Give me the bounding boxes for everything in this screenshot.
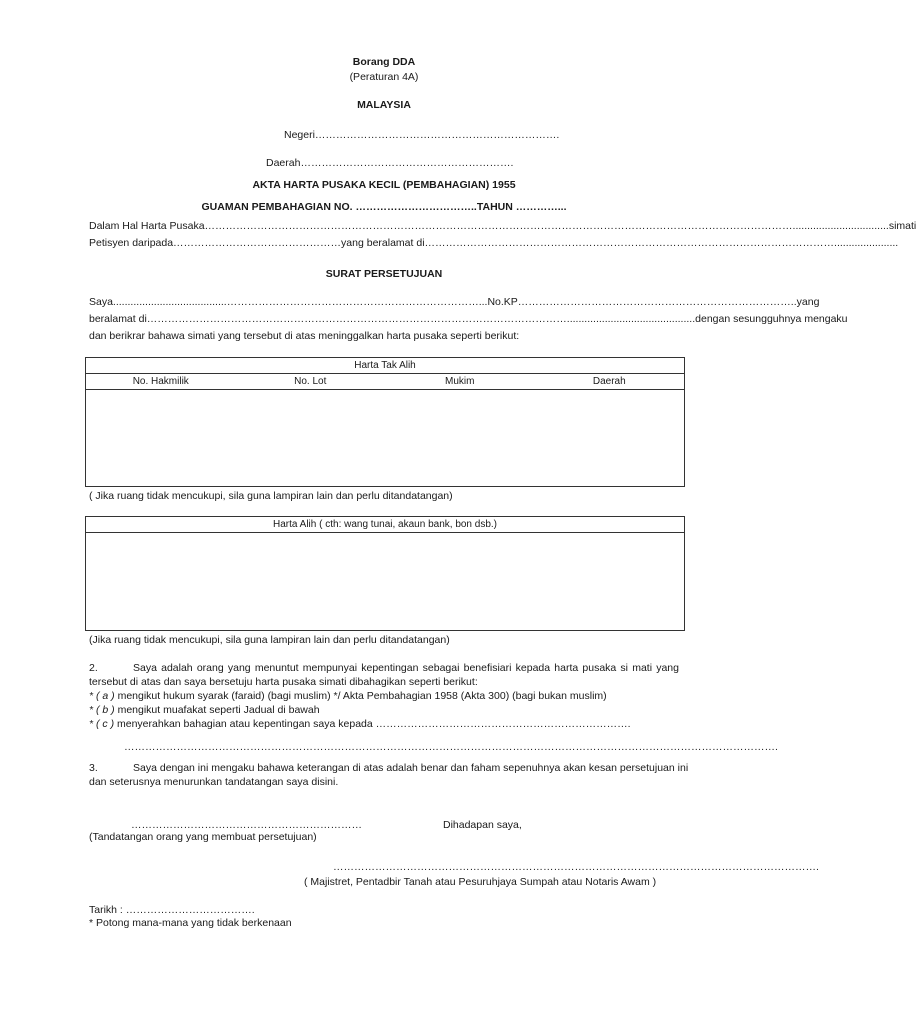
col-header-daerah: Daerah bbox=[592, 376, 626, 387]
option-c-continuation: ……………………………………………………………………………………………………………………………………………………………………. bbox=[124, 741, 778, 753]
movable-property-table bbox=[85, 516, 685, 631]
petition-line: Petisyen daripada…………………………………………yang beralamat di………………………………………………………………………………………………………...................... bbox=[89, 237, 899, 249]
option-c bbox=[89, 717, 679, 731]
col-header-hakmilik: No. Hakmilik bbox=[132, 376, 189, 387]
immovable-property-table bbox=[85, 357, 685, 487]
option-a bbox=[89, 689, 679, 703]
declarant-line: Saya.......................................………………………………………………………………...No.KP……………………………………………………………………..yang bbox=[89, 296, 820, 308]
form-title: Borang DDA bbox=[352, 56, 416, 68]
declaration-line: dan berikrar bahawa simati yang tersebut di atas meninggalkan harta pusaka seperti berikut: bbox=[89, 330, 520, 342]
witness-signature-line: …………………………………………………………………………………………………………………………. bbox=[333, 861, 819, 873]
para3-line1: Saya dengan ini mengaku bahawa keterangan di atas adalah benar dan faham sepenuhnya akan kesan persetujuan ini bbox=[133, 762, 689, 774]
daerah-field: Daerah……………………………………………………. bbox=[266, 157, 514, 169]
col-header-mukim: Mukim bbox=[445, 376, 475, 387]
movable-table-title: Harta Alih ( cth: wang tunai, akaun bank, bon dsb.) bbox=[86, 517, 684, 533]
immovable-table-header-row bbox=[86, 374, 684, 390]
immovable-table-note: ( Jika ruang tidak mencukupi, sila guna lampiran lain dan perlu ditandatangan) bbox=[89, 490, 453, 502]
option-a-marker: * ( a ) bbox=[89, 690, 115, 702]
signature-label: (Tandatangan orang yang membuat persetujuan) bbox=[89, 831, 317, 843]
movable-table-body[interactable] bbox=[86, 533, 684, 631]
agreement-title: SURAT PERSETUJUAN bbox=[325, 268, 443, 280]
option-c-marker: * ( c ) bbox=[89, 718, 115, 730]
signature-line: ………………………………………………………… bbox=[131, 819, 362, 831]
country-heading: MALAYSIA bbox=[357, 99, 411, 111]
witness-title: ( Majistret, Pentadbir Tanah atau Pesuruhjaya Sumpah atau Notaris Awam ) bbox=[304, 876, 657, 888]
col-header-lot: No. Lot bbox=[294, 376, 327, 387]
footnote: * Potong mana-mana yang tidak berkenaan bbox=[89, 917, 292, 929]
para2-line1: Saya adalah orang yang menuntut mempunyai kepentingan sebagai benefisiari kepada harta pusaka si mati yang bbox=[133, 662, 679, 674]
para2-number: 2. bbox=[89, 662, 98, 674]
estate-line: Dalam Hal Harta Pusaka…………………………………………………………………………………………………………………………………………………….................................simati bbox=[89, 220, 916, 232]
regulation-ref: (Peraturan 4A) bbox=[349, 71, 419, 83]
address-line: beralamat di…………………………………………………………………………………………………………............................................dengan sesungguhnya mengaku bbox=[89, 313, 848, 325]
witness-label: Dihadapan saya, bbox=[443, 819, 522, 831]
para2-line2: tersebut di atas dan saya bersetuju harta pusaka simati dibahagikan seperti berikut: bbox=[89, 676, 478, 688]
option-b-text: mengikut muafakat seperti Jadual di bawah bbox=[114, 704, 320, 716]
option-c-text: menyerahkan bahagian atau kepentingan saya kepada ………………………………………………………………. bbox=[114, 718, 631, 730]
immovable-table-body[interactable] bbox=[86, 390, 684, 488]
case-number-line: GUAMAN PEMBAHAGIAN NO. ……………………………..TAHUN …………... bbox=[201, 201, 567, 213]
para3-number: 3. bbox=[89, 762, 98, 774]
negeri-field: Negeri……………………………………………………………. bbox=[284, 129, 560, 141]
option-b-marker: * ( b ) bbox=[89, 704, 115, 716]
date-field: Tarikh : ………………………………. bbox=[89, 904, 255, 916]
option-b bbox=[89, 703, 679, 717]
option-a-text: mengikut hukum syarak (faraid) (bagi muslim) */ Akta Pembahagian 1958 (Akta 300) (bagi bukan muslim) bbox=[114, 690, 607, 702]
act-title: AKTA HARTA PUSAKA KECIL (PEMBAHAGIAN) 1955 bbox=[252, 179, 516, 191]
immovable-table-title: Harta Tak Alih bbox=[86, 358, 684, 374]
para3-line2: dan seterusnya menurunkan tandatangan saya disini. bbox=[89, 776, 339, 788]
movable-table-note: (Jika ruang tidak mencukupi, sila guna lampiran lain dan perlu ditandatangan) bbox=[89, 634, 450, 646]
